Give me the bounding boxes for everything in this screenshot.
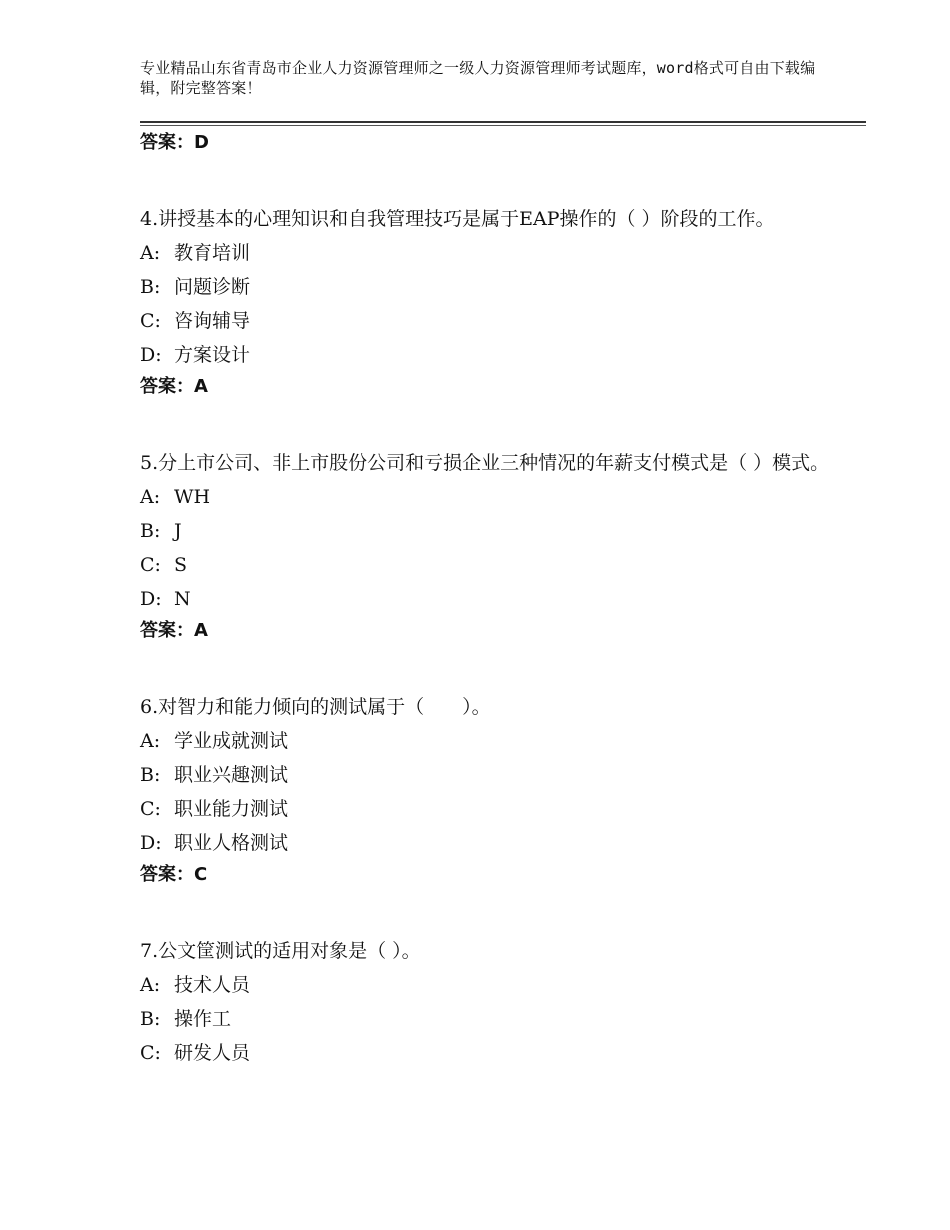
option-b: [140, 1002, 840, 1036]
option-text: 职业兴趣测试: [174, 764, 289, 786]
option-key: C:: [140, 554, 161, 576]
option-a: [140, 480, 840, 514]
option-c: [140, 1036, 840, 1070]
option-text: S: [174, 554, 188, 576]
option-key: B:: [140, 764, 161, 786]
option-key: C:: [140, 310, 161, 332]
option-c: [140, 792, 840, 826]
question-stem: 4.讲授基本的心理知识和自我管理技巧是属于EAP操作的（ ）阶段的工作。: [140, 208, 775, 230]
answer-line: [140, 128, 840, 158]
option-d: [140, 826, 840, 860]
answer-label: 答案：: [140, 864, 194, 885]
question-7: [140, 934, 840, 1070]
option-key: D:: [140, 588, 162, 610]
answer-label: 答案：: [140, 620, 194, 641]
option-b: [140, 270, 840, 304]
question-6: [140, 690, 840, 890]
option-text: 职业人格测试: [174, 832, 289, 854]
option-d: [140, 338, 840, 372]
option-text: 学业成就测试: [174, 730, 289, 752]
option-c: [140, 548, 840, 582]
answer-label: 答案：: [140, 376, 194, 397]
option-key: D:: [140, 344, 162, 366]
option-a: [140, 236, 840, 270]
answer-value: C: [194, 864, 208, 885]
option-key: C:: [140, 1042, 161, 1064]
option-text: 教育培训: [174, 242, 251, 264]
option-key: D:: [140, 832, 162, 854]
option-b: [140, 514, 840, 548]
option-b: [140, 758, 840, 792]
page-header: 专业精品山东省青岛市企业人力资源管理师之一级人力资源管理师考试题库，word格式可自由下载编辑，附完整答案！: [140, 59, 816, 97]
question-stem: 7.公文筐测试的适用对象是（ ）。: [140, 940, 421, 962]
answer-value: A: [194, 620, 208, 641]
option-c: [140, 304, 840, 338]
exam-content: [140, 128, 840, 1070]
option-text: 研发人员: [174, 1042, 251, 1064]
option-text: 职业能力测试: [174, 798, 289, 820]
header-divider: [140, 121, 866, 123]
option-text: 方案设计: [174, 344, 251, 366]
option-key: A:: [140, 974, 161, 996]
option-text: WH: [174, 486, 211, 508]
option-key: B:: [140, 1008, 161, 1030]
answer-label: 答案：: [140, 132, 194, 153]
option-key: B:: [140, 276, 161, 298]
answer-line: [140, 860, 840, 890]
header-divider-thin: [140, 125, 866, 126]
answer-line: [140, 372, 840, 402]
answer-value: D: [194, 132, 209, 153]
option-key: A:: [140, 730, 161, 752]
option-key: B:: [140, 520, 161, 542]
question-stem: 6.对智力和能力倾向的测试属于（ ）。: [140, 696, 491, 718]
answer-line: [140, 616, 840, 646]
option-a: [140, 724, 840, 758]
question-4: [140, 202, 840, 402]
option-key: A:: [140, 242, 161, 264]
question-5: [140, 446, 840, 646]
option-text: 问题诊断: [174, 276, 251, 298]
option-key: A:: [140, 486, 161, 508]
option-a: [140, 968, 840, 1002]
option-text: 操作工: [174, 1008, 232, 1030]
answer-value: A: [194, 376, 208, 397]
question-stem: 5.分上市公司、非上市股份公司和亏损企业三种情况的年薪支付模式是（ ）模式。: [140, 452, 830, 474]
option-text: J: [174, 520, 182, 542]
option-d: [140, 582, 840, 616]
option-text: 技术人员: [174, 974, 251, 996]
option-text: N: [174, 588, 191, 610]
option-text: 咨询辅导: [174, 310, 251, 332]
option-key: C:: [140, 798, 161, 820]
